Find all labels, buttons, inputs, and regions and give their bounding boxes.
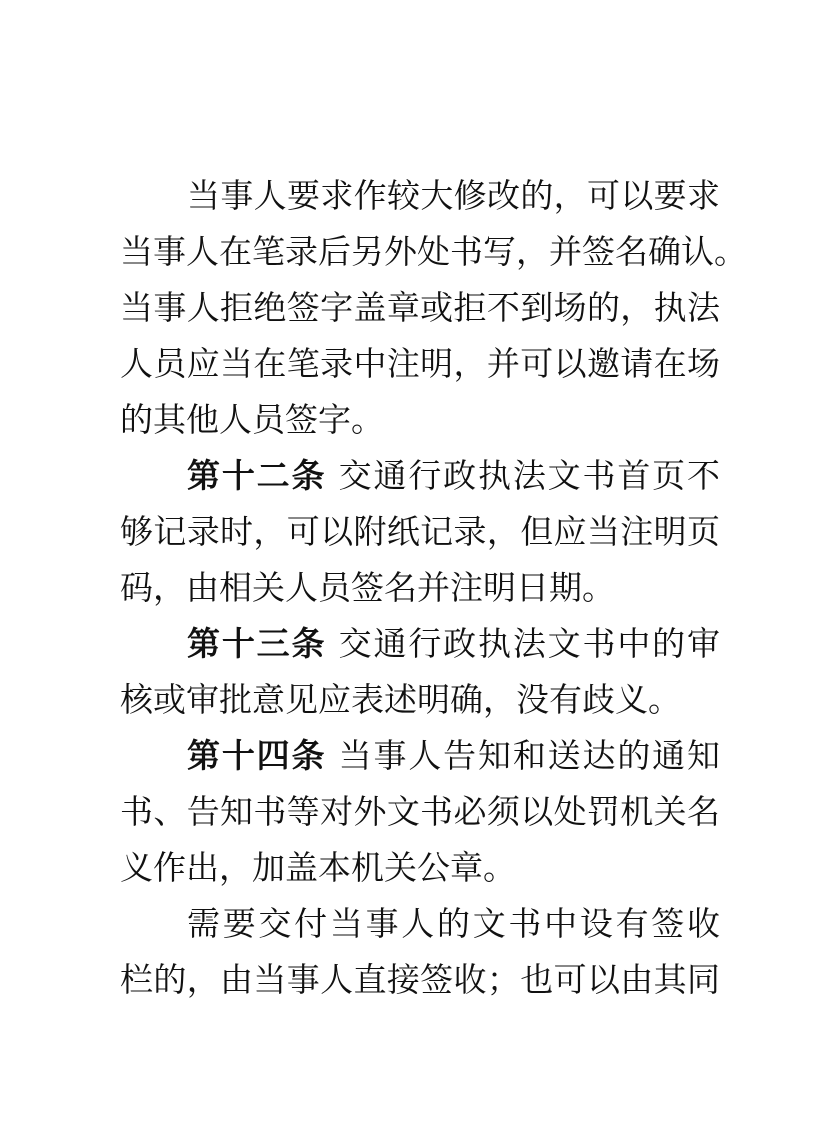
text-line: 义作出，加盖本机关公章。 bbox=[120, 848, 516, 887]
text-segment: 交通行政执法文书首页不 bbox=[338, 456, 721, 495]
article-13-heading: 第十三条 bbox=[187, 624, 327, 663]
article-14-first-line bbox=[120, 728, 720, 784]
text-segment: 交通行政执法文书中的审 bbox=[338, 624, 721, 663]
text-line: 当事人拒绝签字盖章或拒不到场的，执法 bbox=[120, 288, 720, 327]
document-body bbox=[120, 168, 747, 1008]
text-segment: 当事人告知和送达的通知 bbox=[338, 736, 721, 775]
text-line: 需要交付当事人的文书中设有签收 bbox=[187, 904, 720, 943]
text-line: 核或审批意见应表述明确，没有歧义。 bbox=[120, 680, 681, 719]
text-line: 当事人要求作较大修改的，可以要求 bbox=[187, 176, 720, 215]
article-12-first-line bbox=[120, 448, 720, 504]
article-12-heading: 第十二条 bbox=[187, 456, 327, 495]
article-14-heading: 第十四条 bbox=[187, 736, 327, 775]
article-13-first-line bbox=[120, 616, 720, 672]
text-line: 当事人在笔录后另外处书写，并签名确认。 bbox=[120, 232, 747, 271]
text-line: 人员应当在笔录中注明，并可以邀请在场 bbox=[120, 344, 720, 383]
text-line: 的其他人员签字。 bbox=[120, 400, 384, 439]
text-line: 码，由相关人员签名并注明日期。 bbox=[120, 568, 615, 607]
text-line: 栏的，由当事人直接签收；也可以由其同 bbox=[120, 960, 720, 999]
text-line: 书、告知书等对外文书必须以处罚机关名 bbox=[120, 792, 720, 831]
text-line: 够记录时，可以附纸记录，但应当注明页 bbox=[120, 512, 720, 551]
